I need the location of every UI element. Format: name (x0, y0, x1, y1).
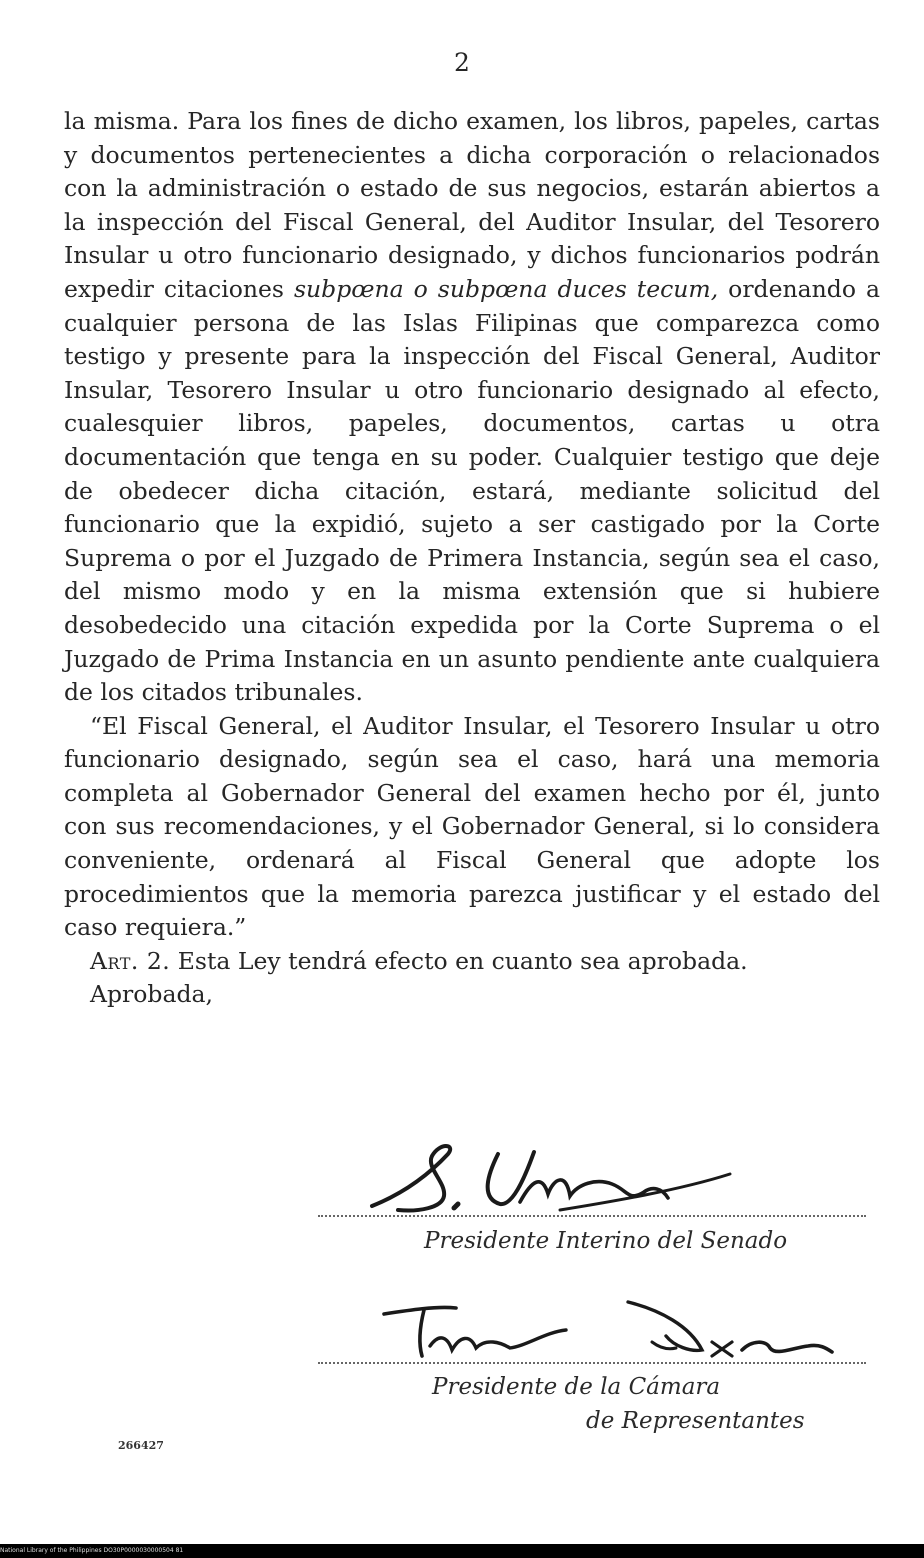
handwritten-signature (0, 1290, 924, 1380)
signature-block-senate (0, 1132, 924, 1272)
document-number: 266427 (118, 1439, 164, 1452)
text-segment: ordenando a cualquier persona de las Islas Filipinas que comparezca como testigo y presente para la inspección del Fiscal General, Auditor Insular, Tesorero Insular u otro funcionario designado al efecto, cualesquier libros, papeles, documentos, cartas u otra documentación que tenga en su poder. Cualquier testigo que deje de obedecer dicha citación, estará, mediante solicitud del funcionario que la expidió, sujeto a ser castigado por la Corte Suprema o por el Juzgado de Primera Instancia, según sea el caso, del mismo modo y en la misma extensión que si hubiere desobedecido una citación expedida por la Corte Suprema o el Juzgado de Prima Instancia en un asunto pendiente ante cualquiera de los citados tribunales. (64, 274, 880, 707)
footer-text: National Library of the Philippines DO30P0000030000504 81 (0, 1547, 184, 1554)
paragraph-quoted: “El Fiscal General, el Auditor Insular, el Tesorero Insular u otro funcionario designado, según sea el caso, hará una memoria completa al Gobernador General del examen hecho por él, junto con sus recomendaciones, y el Gobernador General, si lo considera conveniente, ordenará al Fiscal General que adopte los procedimientos que la memoria parezca justificar y el estado del caso requiera.” (64, 711, 880, 942)
page-number: 2 (454, 48, 470, 77)
signature-dotted-line (318, 1362, 866, 1364)
text-segment: la misma. Para los fines de dicho examen, los libros, papeles, cartas y documentos pertenecientes a dicha corporación o relacionados con la administración o estado de sus negocios, estarán abiertos a la inspección del Fiscal General, del Auditor Insular, del Tesorero Insular u otro funcionario designado, y dichos funcionarios podrán expedir citaciones (64, 107, 880, 303)
signature-block-house (0, 1290, 924, 1450)
paragraph-approval: Aprobada, (90, 980, 213, 1009)
handwritten-signature (0, 1132, 924, 1232)
article-label: Art. 2. (90, 946, 171, 975)
signature-dotted-line (318, 1215, 866, 1217)
document-body (64, 105, 880, 1012)
signature-title: Presidente de la Cámara (432, 1374, 721, 1400)
paragraph-continuation (64, 105, 880, 710)
signature-title: Presidente Interino del Senado (424, 1228, 788, 1254)
paragraph-article (64, 945, 880, 979)
article-text: Esta Ley tendrá efecto en cuanto sea aprobada. (170, 946, 748, 975)
latin-phrase: subpœna o subpœna duces tecum, (283, 274, 719, 303)
signature-title-continued: de Representantes (586, 1408, 805, 1434)
